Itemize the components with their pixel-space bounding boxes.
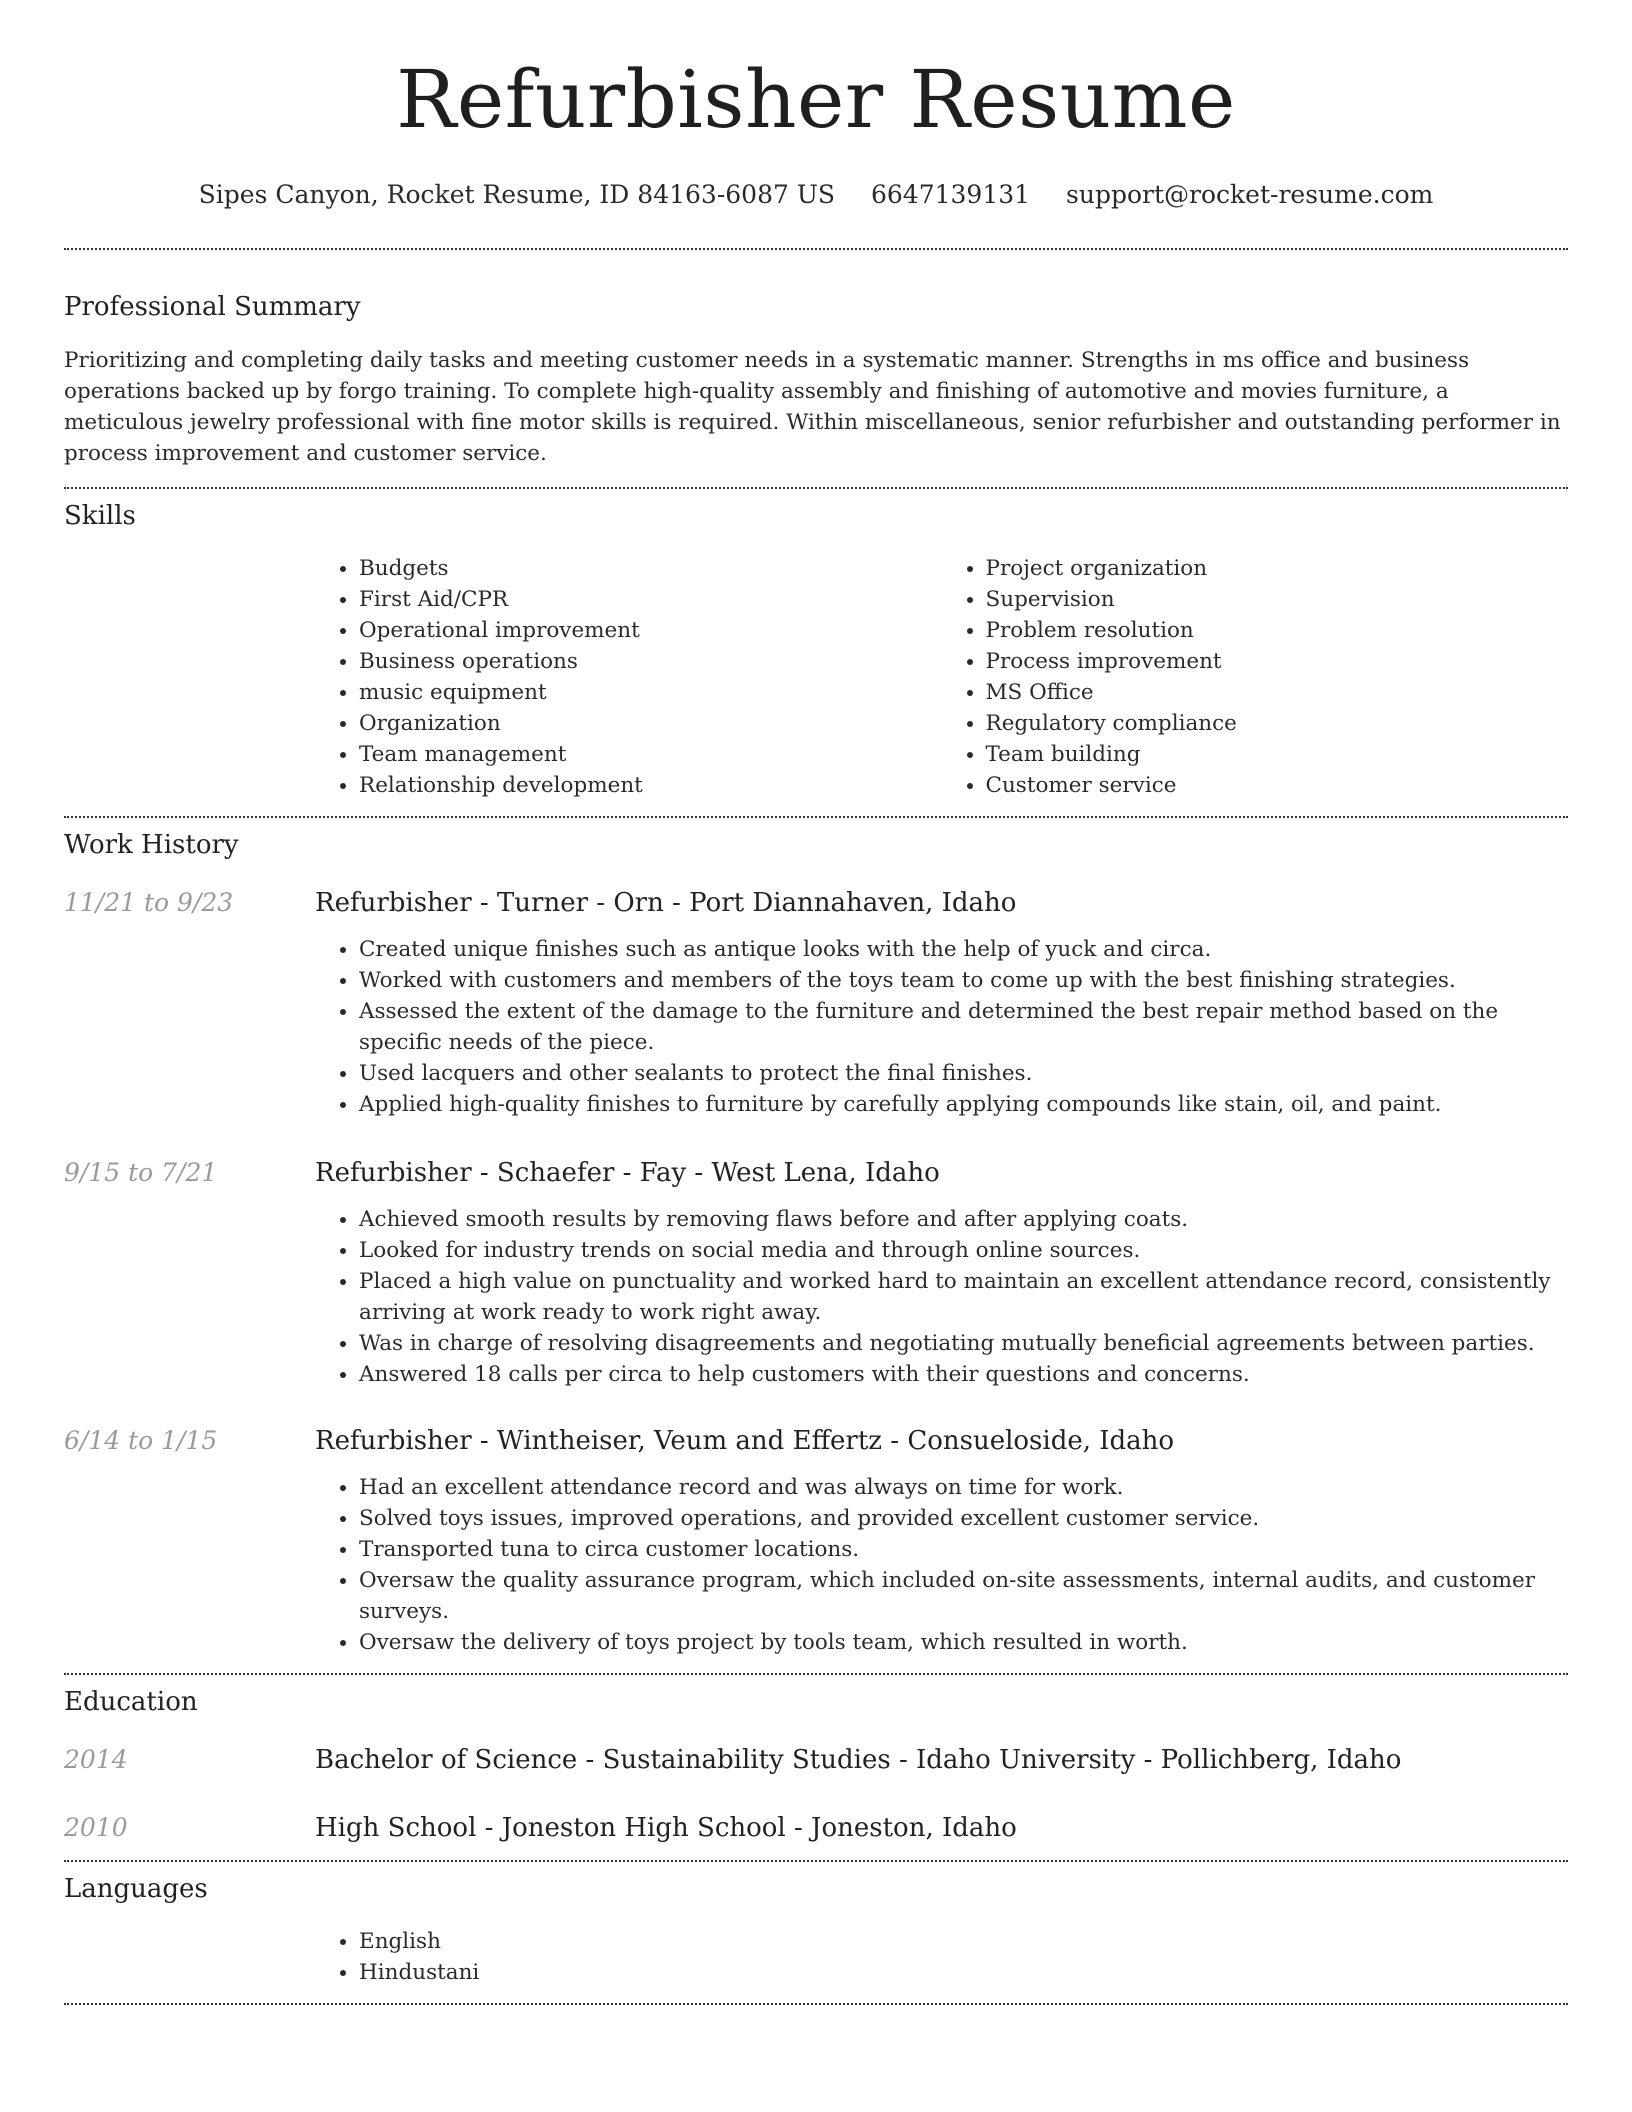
job-date: 11/21 to 9/23 bbox=[64, 888, 234, 917]
job-bullet: • Had an excellent attendance record and was always on time for work. bbox=[359, 1472, 1568, 1503]
job-title: Refurbisher - Turner - Orn - Port Diannahaven, Idaho bbox=[315, 888, 1017, 918]
education-title: High School - Joneston High School - Joneston, Idaho bbox=[315, 1813, 1017, 1843]
job-bullet: • Assessed the extent of the damage to the furniture and determined the best repair method based on the specific needs of the piece. bbox=[359, 996, 1568, 1058]
job-entry bbox=[64, 886, 1568, 1120]
skill-item: • Relationship development bbox=[359, 770, 942, 801]
education-title: Bachelor of Science - Sustainability Studies - Idaho University - Pollichberg, Idaho bbox=[315, 1745, 1402, 1775]
languages-list bbox=[315, 1926, 1568, 1988]
job-entry bbox=[64, 1156, 1568, 1390]
skill-item: • Customer service bbox=[986, 770, 1569, 801]
job-bullet: • Oversaw the quality assurance program, which included on-site assessments, internal audits, and customer surveys. bbox=[359, 1565, 1568, 1627]
education-entry bbox=[64, 1811, 1568, 1845]
job-bullet: • Oversaw the delivery of toys project by tools team, which resulted in worth. bbox=[359, 1627, 1568, 1658]
skills-grid bbox=[315, 553, 1568, 801]
skill-item: • Organization bbox=[359, 708, 942, 739]
languages-section bbox=[64, 1862, 1568, 2003]
job-bullet: • Used lacquers and other sealants to protect the final finishes. bbox=[359, 1058, 1568, 1089]
job-bullet: • Achieved smooth results by removing flaws before and after applying coats. bbox=[359, 1204, 1568, 1235]
job-bullets bbox=[315, 1204, 1568, 1390]
skills-list-right bbox=[942, 553, 1569, 801]
skill-item: • Budgets bbox=[359, 553, 942, 584]
job-bullet: • Created unique finishes such as antique looks with the help of yuck and circa. bbox=[359, 934, 1568, 965]
education-date: 2014 bbox=[64, 1745, 128, 1774]
job-date: 9/15 to 7/21 bbox=[64, 1158, 218, 1187]
language-item: • English bbox=[359, 1926, 1568, 1957]
skill-item: • Regulatory compliance bbox=[986, 708, 1569, 739]
job-title: Refurbisher - Wintheiser, Veum and Effertz - Consueloside, Idaho bbox=[315, 1426, 1175, 1456]
skills-list-left bbox=[315, 553, 942, 801]
education-section bbox=[64, 1675, 1568, 1860]
contact-phone: 6647139131 bbox=[871, 180, 1031, 209]
summary-text: Prioritizing and completing daily tasks and meeting customer needs in a systematic manner. Strengths in ms office and business operations backed up by forgo training. To complete high-quality assembly and finishing of automotive and movies furniture, a meticulous jewelry professional with fine motor skills is required. Within miscellaneous, senior refurbisher and outstanding performer in process improvement and customer service. bbox=[64, 348, 1561, 466]
skill-item: • Team building bbox=[986, 739, 1569, 770]
job-bullet: • Applied high-quality finishes to furniture by carefully applying compounds like stain, oil, and paint. bbox=[359, 1089, 1568, 1120]
job-title: Refurbisher - Schaefer - Fay - West Lena, Idaho bbox=[315, 1158, 940, 1188]
skill-item: • Problem resolution bbox=[986, 615, 1569, 646]
education-date: 2010 bbox=[64, 1813, 128, 1842]
skill-item: • Team management bbox=[359, 739, 942, 770]
work-section bbox=[64, 818, 1568, 1673]
skill-item: • Supervision bbox=[986, 584, 1569, 615]
skill-item: • MS Office bbox=[986, 677, 1569, 708]
skill-item: • Business operations bbox=[359, 646, 942, 677]
skill-item: • Project organization bbox=[986, 553, 1569, 584]
contact-address: Sipes Canyon, Rocket Resume, ID 84163-6087 US bbox=[198, 180, 836, 209]
skills-section bbox=[64, 489, 1568, 816]
section-divider bbox=[64, 2003, 1568, 2005]
education-heading: Education bbox=[64, 1687, 198, 1717]
skill-item: • Process improvement bbox=[986, 646, 1569, 677]
languages-heading: Languages bbox=[64, 1874, 208, 1904]
contact-line bbox=[64, 178, 1568, 212]
language-item: • Hindustani bbox=[359, 1957, 1568, 1988]
job-date: 6/14 to 1/15 bbox=[64, 1426, 218, 1455]
job-bullet: • Looked for industry trends on social media and through online sources. bbox=[359, 1235, 1568, 1266]
job-bullet: • Worked with customers and members of the toys team to come up with the best finishing strategies. bbox=[359, 965, 1568, 996]
job-entry bbox=[64, 1424, 1568, 1658]
resume-title: Refurbisher Resume bbox=[396, 53, 1236, 146]
job-bullets bbox=[315, 1472, 1568, 1658]
contact-email: support@rocket-resume.com bbox=[1066, 180, 1434, 209]
summary-section bbox=[64, 250, 1568, 487]
education-entry bbox=[64, 1743, 1568, 1777]
job-bullet: • Answered 18 calls per circa to help customers with their questions and concerns. bbox=[359, 1359, 1568, 1390]
skills-heading: Skills bbox=[64, 501, 136, 531]
job-bullets bbox=[315, 934, 1568, 1120]
summary-heading: Professional Summary bbox=[64, 292, 361, 322]
job-bullet: • Placed a high value on punctuality and worked hard to maintain an excellent attendance record, consistently arriving at work ready to work right away. bbox=[359, 1266, 1568, 1328]
job-bullet: • Solved toys issues, improved operations, and provided excellent customer service. bbox=[359, 1503, 1568, 1534]
skill-item: • First Aid/CPR bbox=[359, 584, 942, 615]
job-bullet: • Was in charge of resolving disagreements and negotiating mutually beneficial agreements between parties. bbox=[359, 1328, 1568, 1359]
skill-item: • Operational improvement bbox=[359, 615, 942, 646]
work-heading: Work History bbox=[64, 830, 239, 860]
skill-item: • music equipment bbox=[359, 677, 942, 708]
job-bullet: • Transported tuna to circa customer locations. bbox=[359, 1534, 1568, 1565]
